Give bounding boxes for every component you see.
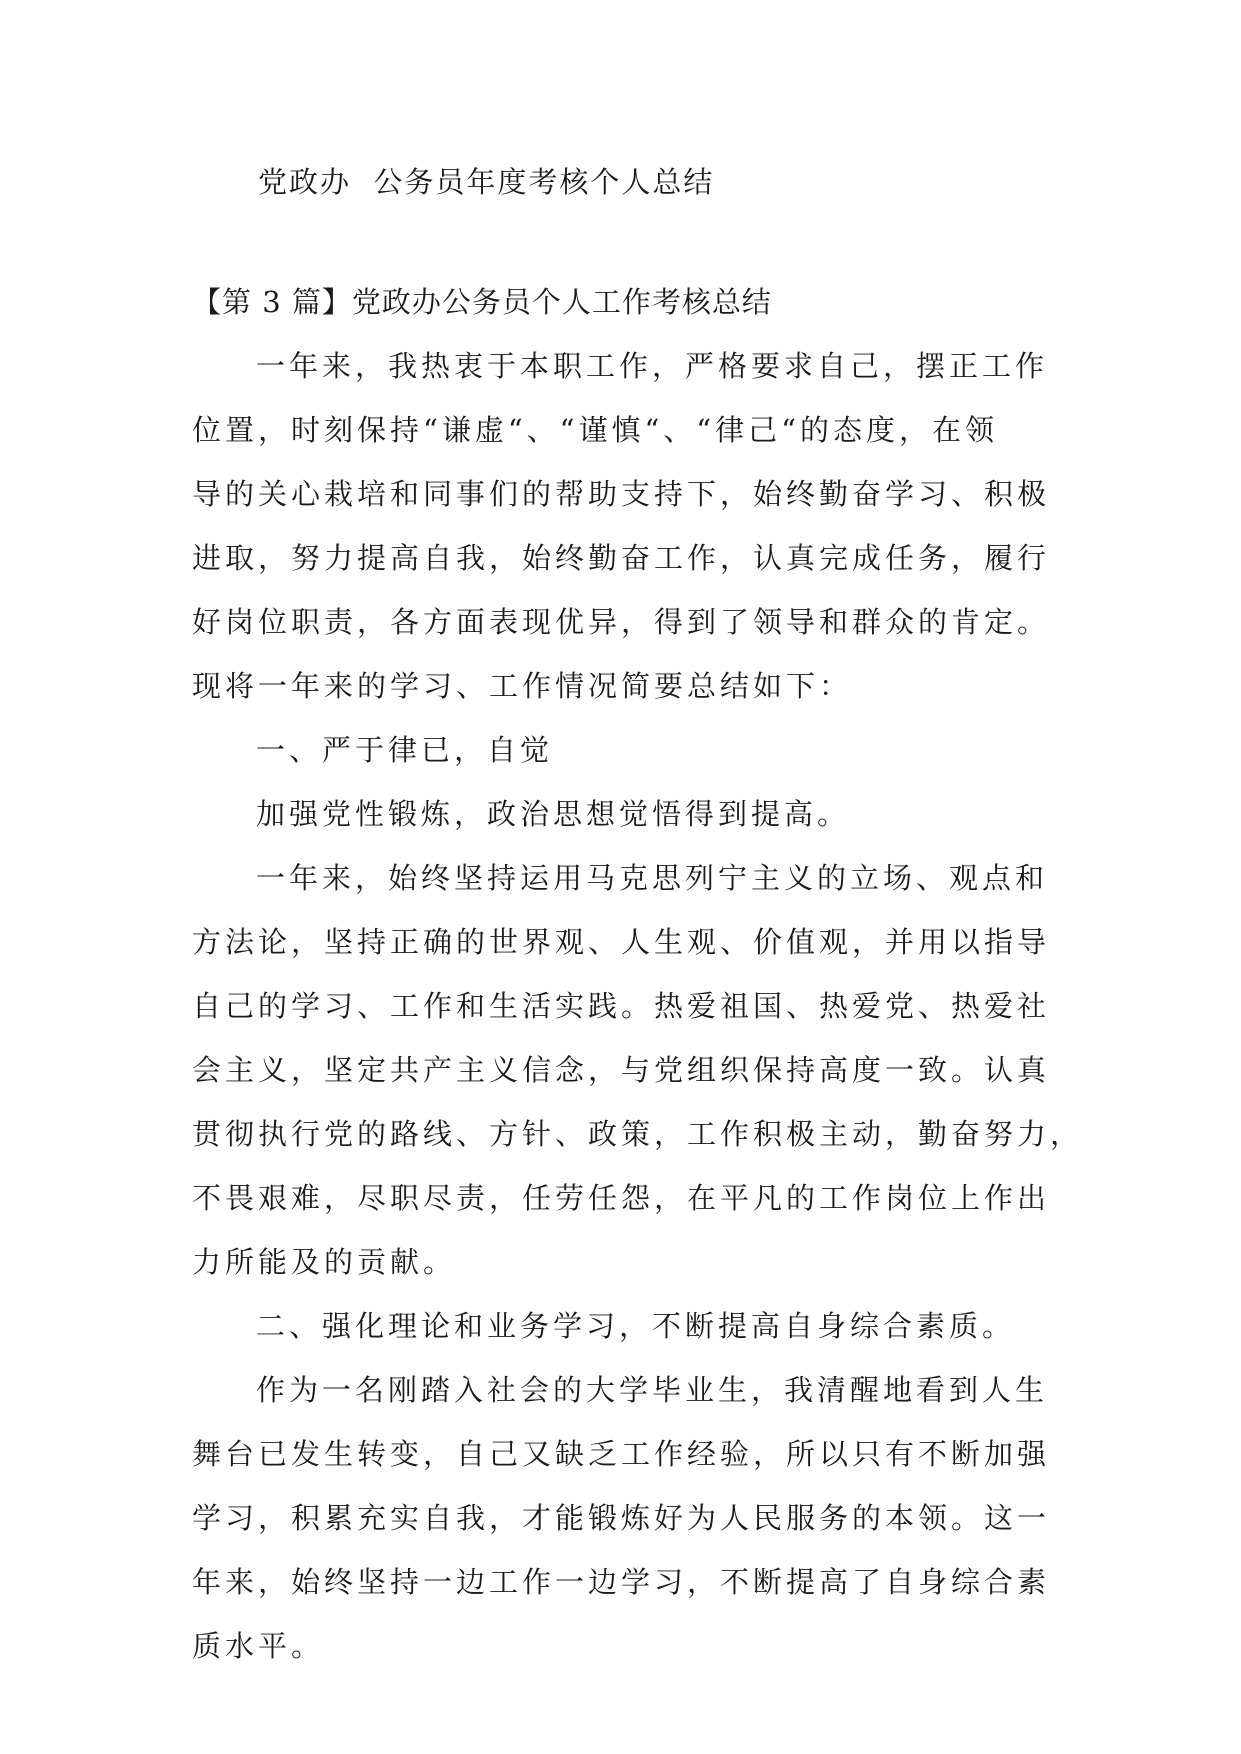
paragraph-line: 加强党性锻炼，政治思想觉悟得到提高。	[256, 797, 851, 831]
paragraph-line: 一、严于律已，自觉	[256, 733, 554, 767]
paragraph	[192, 846, 1084, 1294]
paragraph-line: 好岗位职责，各方面表现优异，得到了领导和群众的肯定。	[192, 605, 1051, 639]
paragraph-line: 自己的学习、工作和生活实践。热爱祖国、热爱党、热爱社	[192, 989, 1051, 1023]
paragraph-line: 一年来，始终坚持运用马克思列宁主义的立场、观点和	[256, 861, 1049, 895]
paragraph-line: 年来，始终坚持一边工作一边学习，不断提高了自身综合素	[192, 1565, 1051, 1599]
paragraph-line: 一年来，我热衷于本职工作，严格要求自己，摆正工作	[256, 349, 1049, 383]
section-heading	[192, 1294, 1072, 1358]
paragraph-line: 舞台已发生转变，自己又缺乏工作经验，所以只有不断加强	[192, 1437, 1051, 1471]
paragraph-line: 力所能及的贡献。	[192, 1245, 457, 1279]
paragraph-line: 会主义，坚定共产主义信念，与党组织保持高度一致。认真	[192, 1053, 1051, 1087]
article-body	[192, 270, 1084, 1678]
paragraph-line: 现将一年来的学习、工作情况简要总结如下：	[192, 669, 853, 703]
paragraph	[192, 1358, 1072, 1678]
paragraph-line: 二、强化理论和业务学习，不断提高自身综合素质。	[256, 1309, 1016, 1343]
paragraph-line: 进取，努力提高自我，始终勤奋工作，认真完成任务，履行	[192, 541, 1051, 575]
paragraph-line: 不畏艰难，尽职尽责，任劳任怨，在平凡的工作岗位上作出	[192, 1181, 1051, 1215]
paragraph	[192, 334, 1072, 718]
paragraph-line: 质水平。	[192, 1629, 325, 1663]
paragraph-line: 导的关心栽培和同事们的帮助支持下，始终勤奋学习、积极	[192, 477, 1051, 511]
document-title: 党政办 公务员年度考核个人总结	[258, 165, 715, 199]
section-heading	[192, 718, 1072, 782]
paragraph-line: 作为一名刚踏入社会的大学毕业生，我清醒地看到人生	[256, 1373, 1049, 1407]
article-heading: 【第 3 篇】党政办公务员个人工作考核总结	[192, 285, 772, 319]
paragraph-line: 学习，积累充实自我，才能锻炼好为人民服务的本领。这一	[192, 1501, 1051, 1535]
paragraph-line: 贯彻执行党的路线、方针、政策，工作积极主动，勤奋努力，	[192, 1117, 1084, 1151]
paragraph-line: 方法论，坚持正确的世界观、人生观、价值观，并用以指导	[192, 925, 1051, 959]
paragraph	[192, 782, 1072, 846]
paragraph-line: 位置，时刻保持“谦虚“、“谨慎“、“律己“的态度，在领	[192, 413, 998, 447]
